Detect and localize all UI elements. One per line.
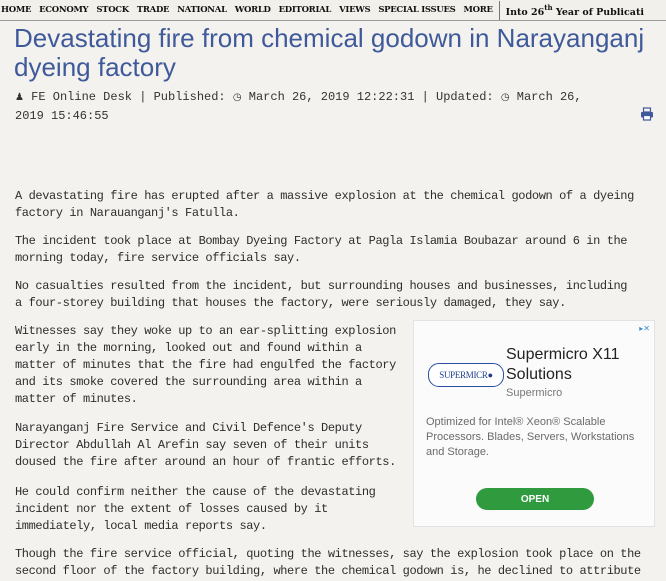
ad-title[interactable]: Supermicro X11 Solutions — [506, 346, 620, 383]
article-paragraph: The incident took place at Bombay Dyeing Factory at Pagla Islamia Boubazar around 6 in the morning today, fire service officials say. — [15, 234, 628, 265]
print-icon[interactable] — [640, 107, 654, 121]
article-paragraph: No casualties resulted from the incident, but surrounding houses and businesses, including a four-storey building that houses the factory, were seriously damaged, they say. — [15, 279, 628, 310]
updated-timestamp: March 26, 2019 15:46:55 — [15, 90, 582, 123]
article-paragraph: Witnesses say they woke up to an ear-splitting explosion early in the morning, looked out and found within a matter of minutes that the fire had engulfed the factory and its smoke covered the surrounding area within a matter of minutes. — [15, 324, 396, 406]
article-paragraph: He could confirm neither the cause of the devastating incident nor the extent of losses caused by it immediately, local media reports say. — [15, 485, 376, 533]
nav-national[interactable]: NATIONAL — [177, 5, 227, 15]
clock-icon: ◷ — [232, 92, 242, 103]
clock-icon: ◷ — [500, 92, 510, 103]
article-meta — [15, 88, 615, 125]
meta-divider: | — [421, 90, 429, 104]
updated-label: Updated: — [436, 90, 494, 104]
nav-views[interactable]: VIEWS — [339, 5, 371, 15]
ad-description: Optimized for Intel® Xeon® Scalable Processors. Blades, Servers, Workstations and Storage. — [426, 416, 635, 458]
supermicro-logo: SUPERMICR● — [428, 363, 504, 387]
meta-divider: | — [139, 90, 147, 104]
ticker-superscript: th — [544, 2, 553, 12]
article-paragraph: Though the fire service official, quoting the witnesses, say the explosion took place on the second floor of the factory building, where the chemical godown is, he declined to attribute — [15, 547, 641, 578]
ad-open-button[interactable]: OPEN — [476, 488, 594, 510]
article-headline: Devastating fire from chemical godown in Narayanganj dyeing factory — [14, 23, 645, 82]
article-paragraph: Narayanganj Fire Service and Civil Defence's Deputy Director Abdullah Al Arefin say seven of their units doused the fire after around an hour of frantic efforts. — [15, 421, 396, 469]
publication-ticker — [500, 3, 644, 18]
nav-economy[interactable]: ECONOMY — [39, 5, 89, 15]
ad-choices-icon[interactable]: ▸✕ — [639, 324, 650, 333]
user-icon: ♟ — [15, 92, 24, 103]
nav-trade[interactable]: TRADE — [136, 5, 170, 15]
nav-home[interactable]: HOME — [1, 5, 32, 15]
nav-special-issues[interactable]: SPECIAL ISSUES — [378, 5, 456, 15]
ticker-prefix: Into 26 — [505, 6, 545, 18]
nav-editorial[interactable]: EDITORIAL — [278, 5, 332, 15]
ad-advertiser: Supermicro — [506, 387, 563, 399]
nav-world[interactable]: WORLD — [234, 5, 271, 15]
published-label: Published: — [153, 90, 226, 104]
ticker-suffix: Year of Publicati — [552, 6, 644, 18]
nav-stock[interactable]: STOCK — [96, 5, 129, 15]
author-name[interactable]: FE Online Desk — [31, 90, 132, 104]
top-navigation-bar — [0, 0, 666, 21]
advertisement[interactable] — [413, 320, 655, 527]
published-timestamp: March 26, 2019 12:22:31 — [248, 90, 415, 104]
nav-more[interactable]: MORE — [463, 5, 493, 15]
article-paragraph: A devastating fire has erupted after a massive explosion at the chemical godown of a dyeing factory in Narauanganj's Fatulla. — [15, 189, 634, 220]
